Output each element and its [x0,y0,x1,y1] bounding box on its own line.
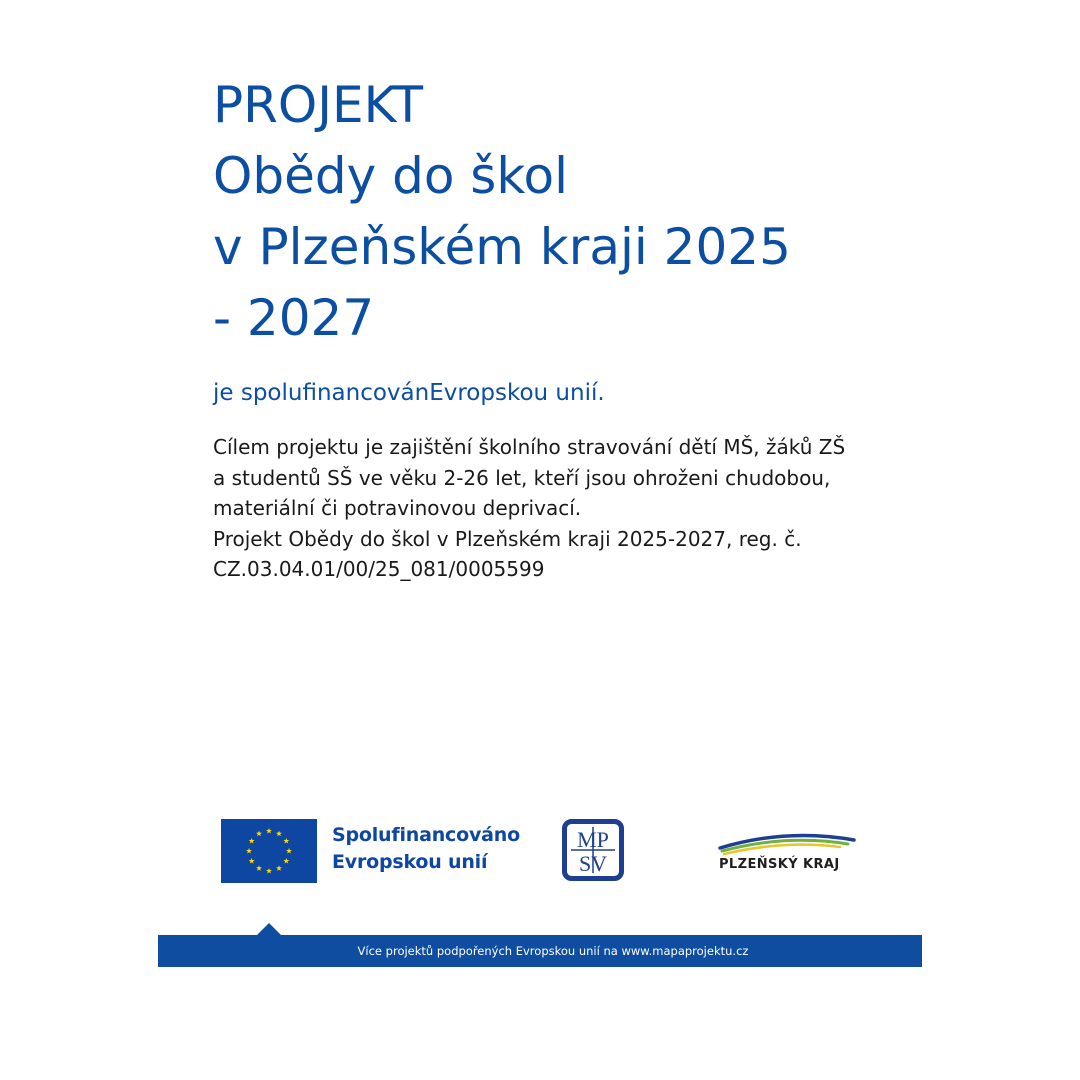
eu-flag-icon [221,819,317,883]
footer-link-text[interactable]: Více projektů podpořených Evropskou unií na www.mapaprojektu.cz [357,944,749,958]
logo-strip [0,800,1080,900]
cofinancing-subtitle: je spolufinancovánEvropskou unií. [213,380,605,406]
description-line-4: Projekt Obědy do škol v Plzeňském kraji 2025-2027, reg. č. [213,526,802,551]
mpsv-bottom-text: SV [578,851,608,876]
eu-label-line-2: Evropskou unií [332,851,488,873]
title-line-1: PROJEKT [213,76,424,134]
registration-number: CZ.03.04.01/00/25_081/0005599 [213,557,545,581]
footer-bar [158,935,922,967]
eu-label-line-1: Spolufinancováno [332,824,520,846]
description-line-2: a studentů SŠ ve věku 2-26 let, kteří jsou ohroženi chudobou, [213,465,831,490]
title-line-4: - 2027 [213,289,375,347]
mpsv-logo [562,819,624,881]
description-line-1: Cílem projektu je zajištění školního stravování dětí MŠ, žáků ZŠ [213,435,846,459]
project-title [213,70,913,354]
title-line-2: Obědy do škol [213,147,569,205]
plzensky-kraj-label: PLZEŇSKÝ KRAJ [719,857,840,872]
project-description [213,432,973,585]
mpsv-top-text: MP [577,827,609,852]
description-line-3: materiální či potravinovou deprivací. [213,496,582,520]
eu-cofinanced-label [332,822,520,876]
title-line-3: v Plzeňském kraji 2025 [213,218,791,276]
